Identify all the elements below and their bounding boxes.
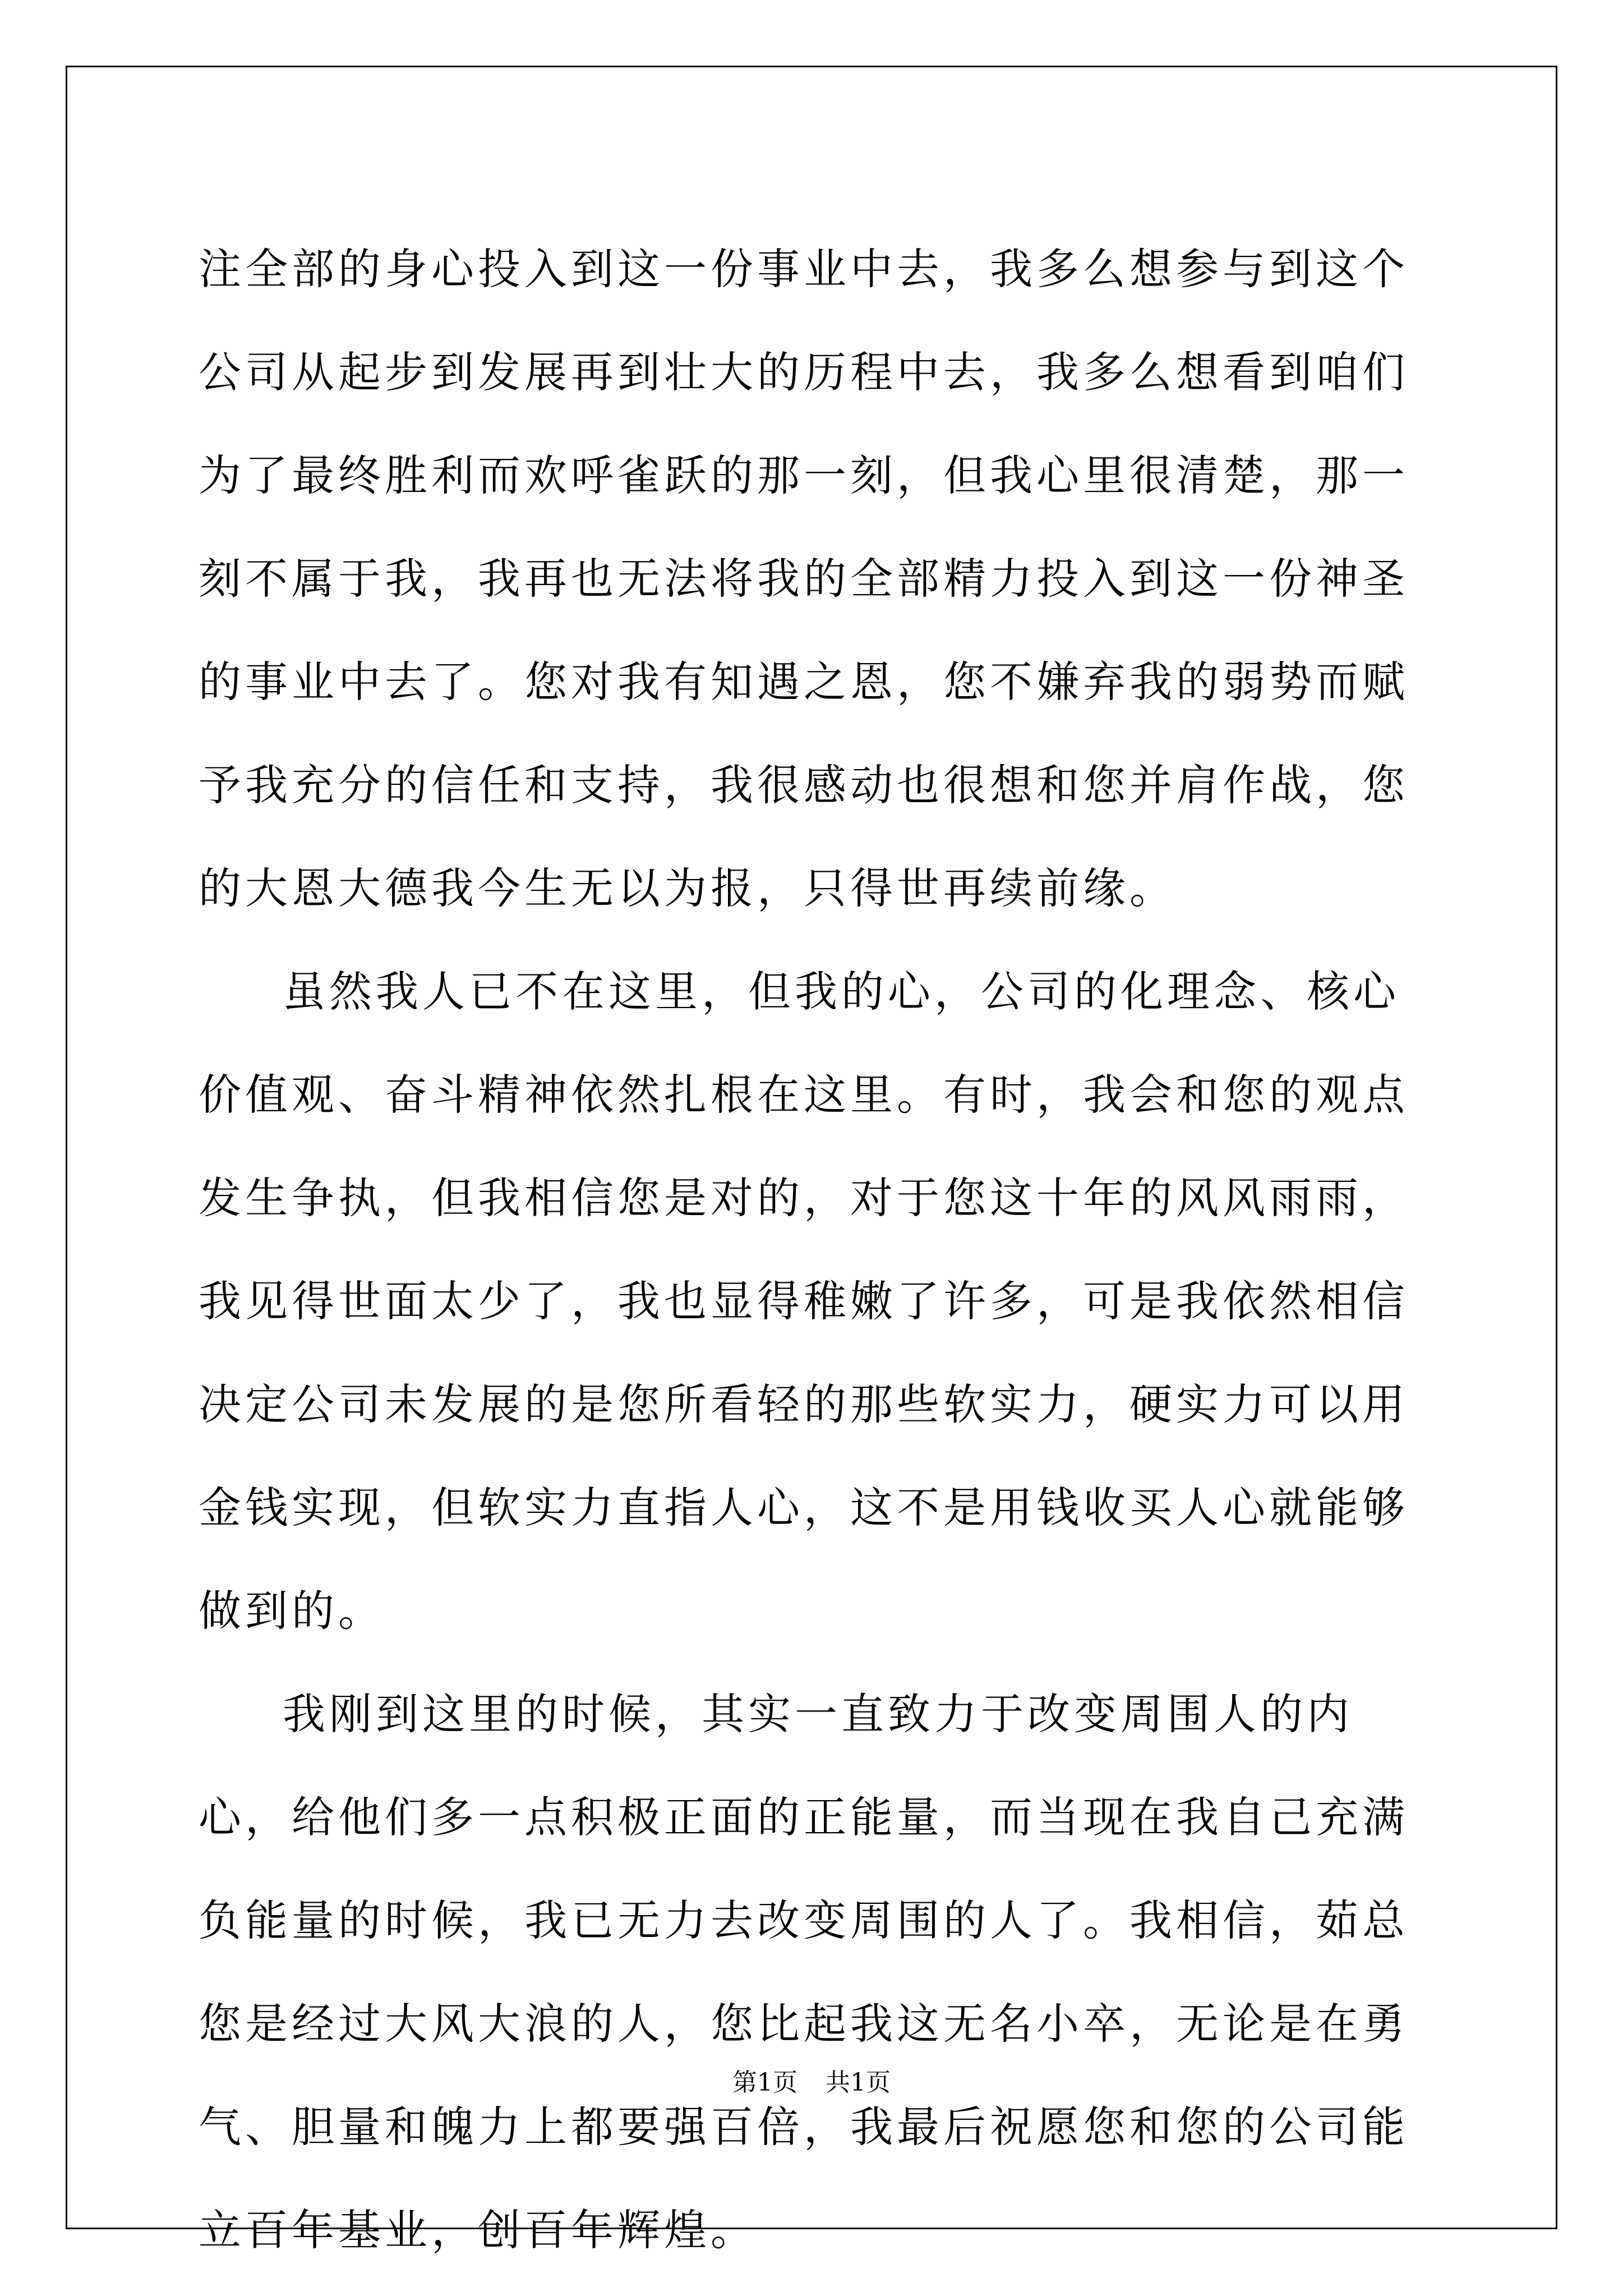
paragraph-1: 注全部的身心投入到这一份事业中去，我多么想参与到这个公司从起步到发展再到壮大的历程中去，我多么想看到咱们为了最终胜利而欢呼雀跃的那一刻，但我心里很清楚，那一刻不属于我，我再也无法将我的全部精力投入到这一份神圣的事业中去了。您对我有知遇之恩，您不嫌弃我的弱势而赋予我充分的信任和支持，我很感动也很想和您并肩作战，您的大恩大德我今生无以为报，只得世再续前缘。	[199, 244, 1409, 913]
page-footer	[0, 2062, 1623, 2098]
document-body	[199, 218, 1438, 2282]
paragraph-3: 我刚到这里的时候，其实一直致力于改变周围人的内心，给他们多一点积极正面的正能量，而当现在我自己充满负能量的时候，我已无力去改变周围的人了。我相信，茹总您是经过大风大浪的人，您比起我这无名小卒，无论是在勇气、胆量和魄力上都要强百倍，我最后祝愿您和您的公司能立百年基业，创百年辉煌。	[199, 1689, 1409, 2255]
page-number: 第1页	[732, 2068, 797, 2097]
paragraph-2: 虽然我人已不在这里，但我的心，公司的化理念、核心价值观、奋斗精神依然扎根在这里。有时，我会和您的观点发生争执，但我相信您是对的，对于您这十年的风风雨雨，我见得世面太少了，我也显得稚嫩了许多，可是我依然相信决定公司未发展的是您所看轻的那些软实力，硬实力可以用金钱实现，但软实力直指人心，这不是用钱收买人心就能够做到的。	[199, 967, 1409, 1636]
page-total: 共1页	[826, 2068, 891, 2097]
